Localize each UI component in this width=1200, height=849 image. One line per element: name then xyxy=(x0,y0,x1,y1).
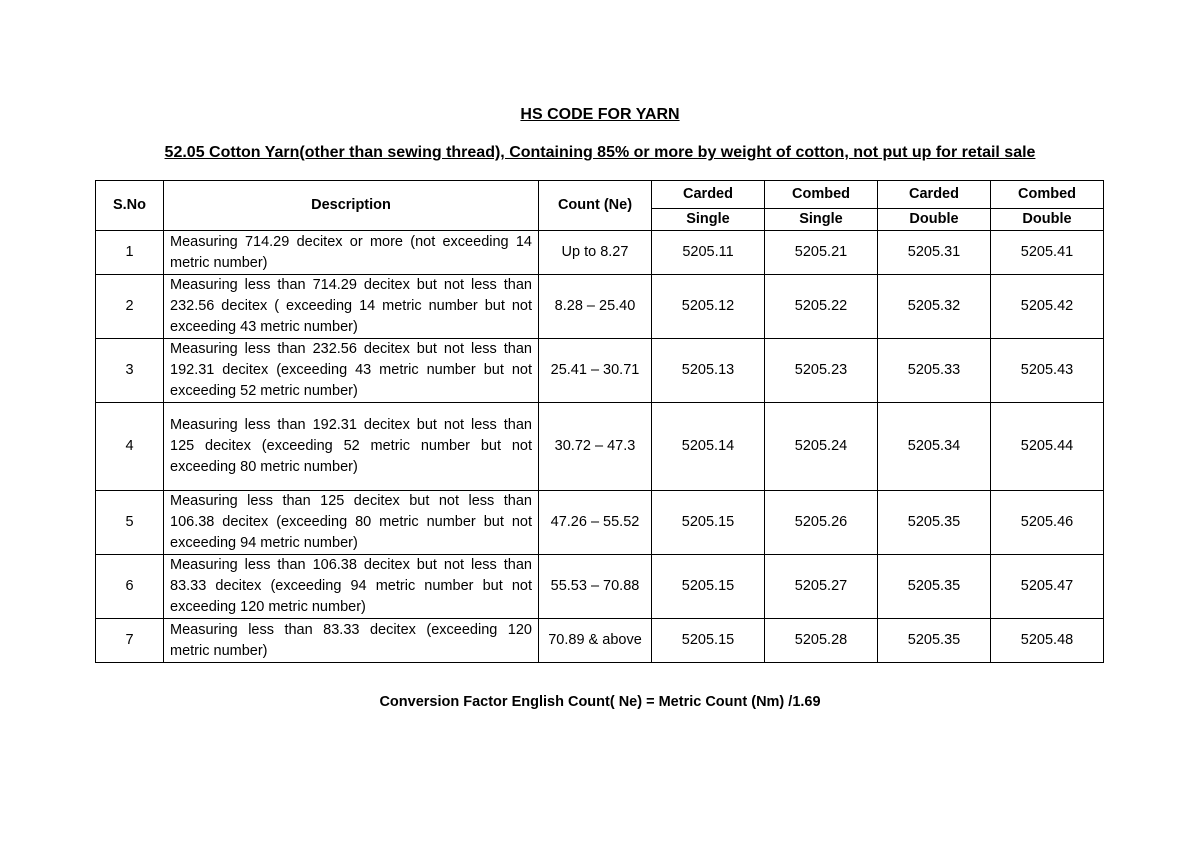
cell-code: 5205.15 xyxy=(652,555,765,619)
cell-count: 30.72 – 47.3 xyxy=(539,403,652,491)
conversion-factor-note: Conversion Factor English Count( Ne) = Metric Count (Nm) /1.69 xyxy=(379,694,821,710)
header-group-top: Carded xyxy=(652,181,765,209)
cell-code: 5205.15 xyxy=(652,491,765,555)
header-group-bottom: Single xyxy=(765,209,878,231)
cell-sno: 6 xyxy=(96,555,164,619)
header-group-top: Combed xyxy=(991,181,1104,209)
cell-code: 5205.21 xyxy=(765,231,878,275)
cell-count: 47.26 – 55.52 xyxy=(539,491,652,555)
cell-description: Measuring less than 714.29 decitex but not less than 232.56 decitex ( exceeding 14 metric number but not exceeding 43 metric number) xyxy=(164,275,539,339)
cell-code: 5205.35 xyxy=(878,619,991,663)
cell-code: 5205.44 xyxy=(991,403,1104,491)
cell-code: 5205.35 xyxy=(878,491,991,555)
table-row xyxy=(96,231,1104,275)
cell-code: 5205.11 xyxy=(652,231,765,275)
cell-count: Up to 8.27 xyxy=(539,231,652,275)
header-group-bottom: Double xyxy=(878,209,991,231)
cell-sno: 7 xyxy=(96,619,164,663)
table-row xyxy=(96,491,1104,555)
cell-count: 8.28 – 25.40 xyxy=(539,275,652,339)
cell-code: 5205.35 xyxy=(878,555,991,619)
table-row xyxy=(96,275,1104,339)
cell-code: 5205.24 xyxy=(765,403,878,491)
cell-code: 5205.34 xyxy=(878,403,991,491)
cell-code: 5205.43 xyxy=(991,339,1104,403)
table-row xyxy=(96,555,1104,619)
cell-sno: 1 xyxy=(96,231,164,275)
header-group-bottom: Single xyxy=(652,209,765,231)
cell-description: Measuring less than 83.33 decitex (exceeding 120 metric number) xyxy=(164,619,539,663)
cell-description: Measuring less than 232.56 decitex but not less than 192.31 decitex (exceeding 43 metric number but not exceeding 52 metric number) xyxy=(164,339,539,403)
table-row xyxy=(96,619,1104,663)
cell-count: 55.53 – 70.88 xyxy=(539,555,652,619)
cell-code: 5205.46 xyxy=(991,491,1104,555)
cell-code: 5205.31 xyxy=(878,231,991,275)
cell-code: 5205.15 xyxy=(652,619,765,663)
cell-code: 5205.48 xyxy=(991,619,1104,663)
header-group-top: Carded xyxy=(878,181,991,209)
cell-sno: 4 xyxy=(96,403,164,491)
cell-code: 5205.14 xyxy=(652,403,765,491)
cell-count: 70.89 & above xyxy=(539,619,652,663)
cell-code: 5205.27 xyxy=(765,555,878,619)
page-subtitle: 52.05 Cotton Yarn(other than sewing thread), Containing 85% or more by weight of cotton, not put up for retail sale xyxy=(164,144,1036,161)
header-count: Count (Ne) xyxy=(539,181,652,231)
cell-code: 5205.32 xyxy=(878,275,991,339)
header-group-top: Combed xyxy=(765,181,878,209)
cell-code: 5205.26 xyxy=(765,491,878,555)
cell-code: 5205.22 xyxy=(765,275,878,339)
cell-sno: 2 xyxy=(96,275,164,339)
cell-code: 5205.33 xyxy=(878,339,991,403)
cell-code: 5205.47 xyxy=(991,555,1104,619)
cell-code: 5205.23 xyxy=(765,339,878,403)
cell-code: 5205.28 xyxy=(765,619,878,663)
table-row xyxy=(96,403,1104,491)
table-row xyxy=(96,339,1104,403)
page-title: HS CODE FOR YARN xyxy=(520,106,680,123)
header-sno: S.No xyxy=(96,181,164,231)
cell-description: Measuring less than 125 decitex but not less than 106.38 decitex (exceeding 80 metric number but not exceeding 94 metric number) xyxy=(164,491,539,555)
hs-code-table xyxy=(95,180,1104,663)
cell-sno: 3 xyxy=(96,339,164,403)
cell-count: 25.41 – 30.71 xyxy=(539,339,652,403)
cell-description: Measuring less than 106.38 decitex but not less than 83.33 decitex (exceeding 94 metric number but not exceeding 120 metric number) xyxy=(164,555,539,619)
cell-code: 5205.13 xyxy=(652,339,765,403)
cell-code: 5205.12 xyxy=(652,275,765,339)
header-row-top xyxy=(96,181,1104,209)
cell-code: 5205.42 xyxy=(991,275,1104,339)
header-description: Description xyxy=(164,181,539,231)
cell-description: Measuring less than 192.31 decitex but not less than 125 decitex (exceeding 52 metric number but not exceeding 80 metric number) xyxy=(164,403,539,491)
cell-code: 5205.41 xyxy=(991,231,1104,275)
cell-sno: 5 xyxy=(96,491,164,555)
header-group-bottom: Double xyxy=(991,209,1104,231)
cell-description: Measuring 714.29 decitex or more (not exceeding 14 metric number) xyxy=(164,231,539,275)
